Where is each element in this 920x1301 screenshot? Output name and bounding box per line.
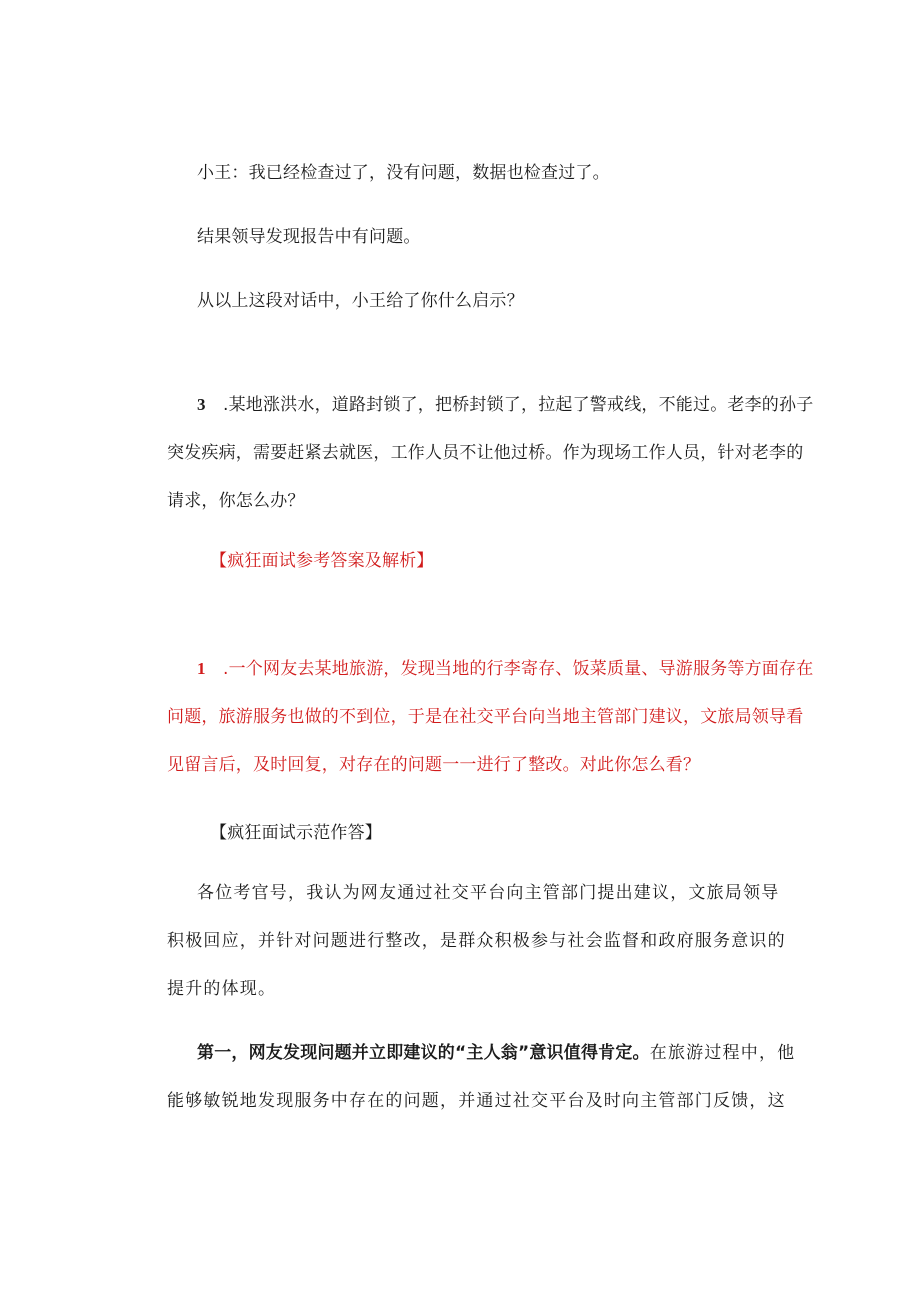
point-1-line-1 — [197, 1042, 796, 1064]
question-1-text: .一个网友去某地旅游，发现当地的行李寄存、饭菜质量、导游服务等方面存在 — [223, 659, 814, 679]
point-1-lead: 第一，网友发现问题并立即建议的“主人翁”意识值得肯定。 — [197, 1043, 650, 1063]
question-3-text: .某地涨洪水，道路封锁了，把桥封锁了，拉起了警戒线，不能过。老李的孙子 — [223, 395, 814, 415]
question-3-line-3: 请求，你怎么办？ — [167, 491, 305, 511]
answers-heading: 【疯狂面试参考答案及解析】 — [210, 551, 434, 571]
question-1-line-2: 问题，旅游服务也做的不到位，于是在社交平台向当地主管部门建议，文旅局领导看 — [167, 707, 804, 727]
dialogue-line-2: 结果领导发现报告中有问题。 — [197, 227, 421, 247]
sample-answer-heading: 【疯狂面试示范作答】 — [210, 823, 382, 843]
question-1-number: 1 — [197, 659, 206, 678]
answer-intro-line-1: 各位考官号，我认为网友通过社交平台向主管部门提出建议，文旅局领导 — [197, 883, 780, 903]
dialogue-line-1: 小王：我已经检查过了，没有问题，数据也检查过了。 — [197, 163, 610, 183]
question-3-number: 3 — [197, 395, 206, 414]
question-3-line-1 — [197, 394, 814, 416]
dialogue-question: 从以上这段对话中，小王给了你什么启示？ — [197, 291, 524, 311]
point-1-rest: 在旅游过程中，他 — [649, 1043, 796, 1063]
question-1-line-3: 见留言后，及时回复，对存在的问题一一进行了整改。对此你怎么看？ — [167, 755, 701, 775]
answer-intro-line-2: 积极回应，并针对问题进行整改，是群众积极参与社会监督和政府服务意识的 — [167, 931, 786, 951]
answer-intro-line-3: 提升的体现。 — [167, 979, 277, 999]
point-1-line-2: 能够敏锐地发现服务中存在的问题，并通过社交平台及时向主管部门反馈，这 — [167, 1091, 786, 1111]
question-3-line-2: 突发疾病，需要赶紧去就医，工作人员不让他过桥。作为现场工作人员，针对老李的 — [167, 443, 804, 463]
question-1-line-1 — [197, 658, 814, 680]
